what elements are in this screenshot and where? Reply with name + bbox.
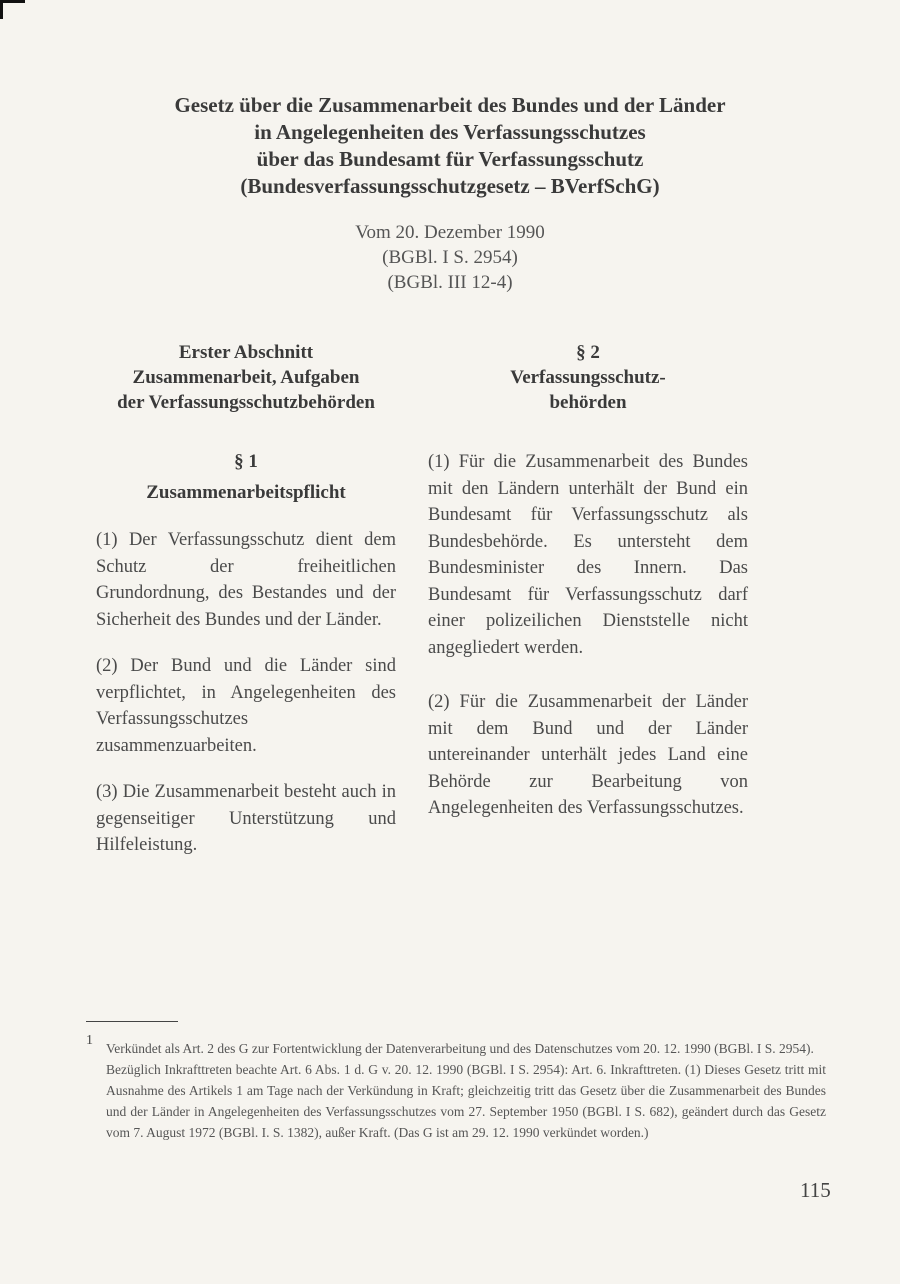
title-line: in Angelegenheiten des Verfassungsschutzes xyxy=(254,120,646,144)
paragraph-sign: § 2 xyxy=(576,342,600,363)
title-line: Gesetz über die Zusammenarbeit des Bundes und der Länder xyxy=(174,93,726,117)
clause: (2) Der Bund und die Länder sind verpflichtet, in Angelegenheiten des Verfassungsschutzes zusammenzuarbeiten. xyxy=(96,656,396,756)
publication-info xyxy=(0,220,900,295)
section-heading-line: Erster Abschnitt xyxy=(178,342,314,363)
right-column xyxy=(428,340,748,822)
left-column xyxy=(96,340,396,859)
section-heading-line: Zusammenarbeit, Aufgaben xyxy=(132,367,360,388)
paragraph-1-heading xyxy=(96,449,396,505)
paragraph-title-line: Verfassungsschutz- xyxy=(510,367,666,388)
title-line: über das Bundesamt für Verfassungsschutz xyxy=(256,147,644,171)
paragraph-title-line: behörden xyxy=(549,392,627,413)
footnote xyxy=(106,1038,826,1143)
page-number: 115 xyxy=(800,1178,831,1202)
clause: (2) Für die Zusammenarbeit der Länder mit dem Bund und der Länder untereinander unterhält jedes Land eine Behörde zur Bearbeitung von Angelegenheiten des Verfassungsschutzes. xyxy=(428,692,748,818)
clause: (1) Der Verfassungsschutz dient dem Schutz der freiheitlichen Grundordnung, des Bestandes und der Sicherheit des Bundes und der Länder. xyxy=(96,530,396,630)
clause: (3) Die Zusammenarbeit besteht auch in gegenseitiger Unterstützung und Hilfeleistung. xyxy=(96,782,396,855)
gazette-ref: (BGBl. III 12-4) xyxy=(387,272,513,293)
date-line: Vom 20. Dezember 1990 xyxy=(355,222,545,243)
section-heading xyxy=(96,340,396,415)
footnote-mark: 1 xyxy=(86,1033,93,1048)
footnote-divider xyxy=(86,1021,178,1022)
crop-mark xyxy=(0,0,25,19)
paragraph-title: Zusammenarbeitspflicht xyxy=(146,482,346,503)
gazette-ref: (BGBl. I S. 2954) xyxy=(382,247,518,268)
title-line: (Bundesverfassungsschutzgesetz – BVerfSchG) xyxy=(240,174,660,198)
paragraph-2-heading xyxy=(428,340,748,415)
footnote-line: Verkündet als Art. 2 des G zur Fortentwicklung der Datenverarbeitung und des Datenschutzes vom 20. 12. 1990 (BGBl. I S. 2954). xyxy=(106,1041,814,1056)
paragraph-sign: § 1 xyxy=(234,451,258,472)
footnote-line: Bezüglich Inkrafttreten beachte Art. 6 Abs. 1 d. G v. 20. 12. 1990 (BGBl. I S. 2954): Art. 6. Inkrafttreten. (1) Dieses Gesetz tritt mit Ausnahme des Artikels 1 am Tage nach der Verkündung in Kraft; gleichzeitig tritt das Gesetz über die Zusammenarbeit des Bundes und der Länder in Angelegenheiten des Verfassungsschutzes vom 27. September 1950 (BGBl. I S. 682), geändert durch das Gesetz vom 7. August 1972 (BGBl. I. S. 1382), außer Kraft. (Das G ist am 29. 12. 1990 verkündet worden.) xyxy=(106,1062,826,1140)
section-heading-line: der Verfassungsschutzbehörden xyxy=(117,392,375,413)
law-title xyxy=(60,92,840,200)
clause: (1) Für die Zusammenarbeit des Bundes mit den Ländern unterhält der Bund ein Bundesamt für Verfassungsschutz als Bundesbehörde. Es untersteht dem Bundesminister des Innern. Das Bundesamt für Verfassungsschutz darf einer polizeilichen Dienststelle nicht angegliedert werden. xyxy=(428,452,748,658)
